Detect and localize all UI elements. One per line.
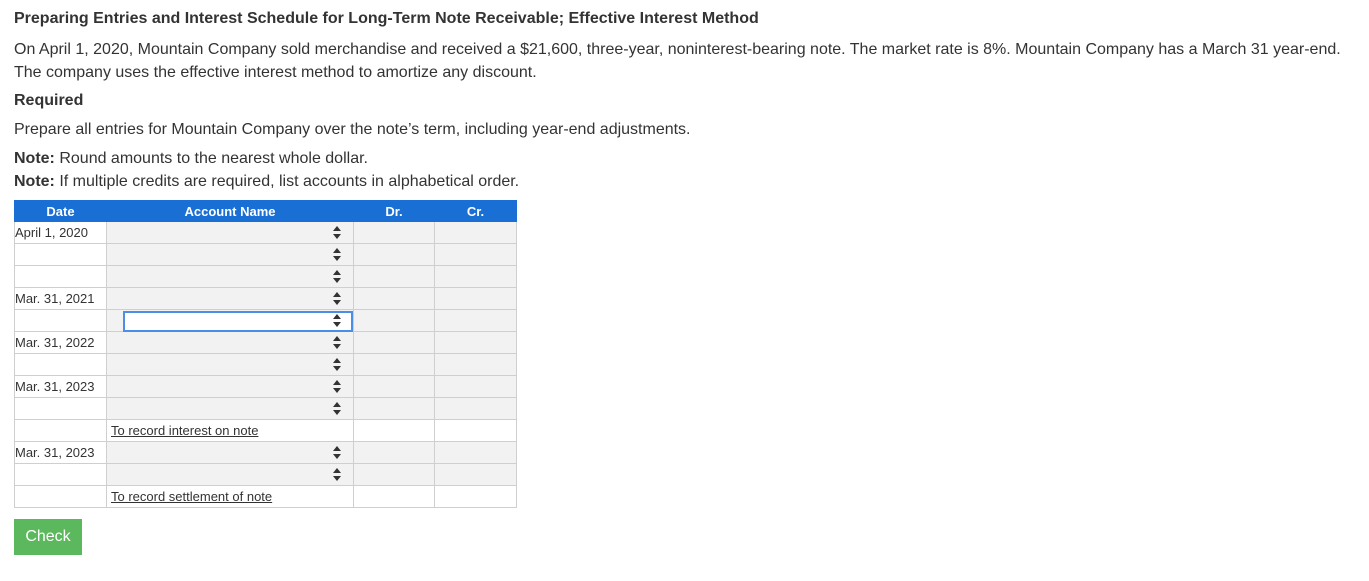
debit-input[interactable]	[354, 288, 435, 310]
credit-input[interactable]	[435, 288, 517, 310]
note-alphabetical-text: If multiple credits are required, list accounts in alphabetical order.	[54, 173, 520, 190]
account-cell[interactable]	[107, 464, 354, 486]
journal-row	[15, 354, 517, 376]
account-cell[interactable]	[107, 354, 354, 376]
select-arrows-icon[interactable]	[333, 292, 341, 305]
journal-row	[15, 464, 517, 486]
journal-row	[15, 244, 517, 266]
credit-input[interactable]	[435, 310, 517, 332]
note-alphabetical	[14, 173, 519, 191]
instruction-text: Prepare all entries for Mountain Company over the note’s term, including year-end adjustments.	[14, 121, 691, 138]
select-arrows-icon[interactable]	[333, 270, 341, 283]
select-arrows-icon[interactable]	[333, 358, 341, 371]
date-cell	[15, 464, 107, 486]
debit-input	[354, 420, 435, 442]
journal-row	[15, 222, 517, 244]
date-cell	[15, 398, 107, 420]
credit-input[interactable]	[435, 222, 517, 244]
date-cell	[15, 354, 107, 376]
date-cell	[15, 266, 107, 288]
select-arrows-icon[interactable]	[333, 380, 341, 393]
journal-row	[15, 442, 517, 464]
account-cell	[107, 420, 354, 442]
header-date: Date	[15, 201, 107, 222]
debit-input[interactable]	[354, 376, 435, 398]
debit-input[interactable]	[354, 464, 435, 486]
account-cell[interactable]	[107, 244, 354, 266]
account-cell[interactable]	[107, 288, 354, 310]
debit-input[interactable]	[354, 332, 435, 354]
header-debit: Dr.	[354, 201, 435, 222]
note-rounding	[14, 150, 368, 168]
journal-entry-table	[14, 200, 517, 508]
credit-input[interactable]	[435, 376, 517, 398]
date-cell	[15, 244, 107, 266]
account-cell[interactable]	[107, 222, 354, 244]
header-credit: Cr.	[435, 201, 517, 222]
table-header-row	[15, 201, 517, 222]
debit-input[interactable]	[354, 266, 435, 288]
journal-body	[15, 222, 517, 508]
debit-input[interactable]	[354, 398, 435, 420]
credit-input[interactable]	[435, 332, 517, 354]
date-cell	[15, 310, 107, 332]
account-cell[interactable]	[107, 332, 354, 354]
credit-input[interactable]	[435, 464, 517, 486]
date-cell: Mar. 31, 2022	[15, 332, 107, 354]
credit-input[interactable]	[435, 354, 517, 376]
journal-row	[15, 398, 517, 420]
entry-memo: To record settlement of note	[111, 489, 273, 504]
debit-input[interactable]	[354, 442, 435, 464]
select-arrows-icon[interactable]	[333, 336, 341, 349]
debit-input[interactable]	[354, 310, 435, 332]
account-cell[interactable]	[107, 442, 354, 464]
problem-description: On April 1, 2020, Mountain Company sold merchandise and received a $21,600, three-year, noninterest-bearing note. The market rate is 8%. Mountain Company has a March 31 year-end. The company uses the effective interest method to amortize any discount.	[14, 41, 1341, 81]
debit-input	[354, 486, 435, 508]
account-cell[interactable]	[107, 398, 354, 420]
journal-row	[15, 332, 517, 354]
debit-input[interactable]	[354, 222, 435, 244]
select-arrows-icon[interactable]	[333, 314, 341, 327]
credit-input	[435, 420, 517, 442]
credit-input[interactable]	[435, 244, 517, 266]
problem-title: Preparing Entries and Interest Schedule for Long-Term Note Receivable; Effective Interest Method	[14, 10, 759, 27]
account-select-focused[interactable]	[123, 311, 353, 332]
journal-row	[15, 486, 517, 508]
credit-input[interactable]	[435, 266, 517, 288]
credit-input[interactable]	[435, 442, 517, 464]
required-heading: Required	[14, 92, 84, 109]
journal-row	[15, 266, 517, 288]
entry-memo: To record interest on note	[111, 423, 259, 438]
note-label: Note:	[14, 173, 55, 190]
account-cell[interactable]	[107, 266, 354, 288]
note-label: Note:	[14, 150, 55, 167]
select-arrows-icon[interactable]	[333, 248, 341, 261]
account-cell[interactable]	[107, 310, 354, 332]
date-cell	[15, 486, 107, 508]
select-arrows-icon[interactable]	[333, 226, 341, 239]
journal-row	[15, 288, 517, 310]
debit-input[interactable]	[354, 354, 435, 376]
date-cell: Mar. 31, 2021	[15, 288, 107, 310]
date-cell: Mar. 31, 2023	[15, 376, 107, 398]
header-account-name: Account Name	[107, 201, 354, 222]
account-cell	[107, 486, 354, 508]
debit-input[interactable]	[354, 244, 435, 266]
note-rounding-text: Round amounts to the nearest whole dollar.	[54, 150, 368, 167]
check-button[interactable]: Check	[14, 519, 82, 555]
journal-row	[15, 310, 517, 332]
journal-row	[15, 420, 517, 442]
account-cell[interactable]	[107, 376, 354, 398]
date-cell	[15, 420, 107, 442]
select-arrows-icon[interactable]	[333, 402, 341, 415]
select-arrows-icon[interactable]	[333, 468, 341, 481]
select-arrows-icon[interactable]	[333, 446, 341, 459]
credit-input[interactable]	[435, 398, 517, 420]
date-cell: Mar. 31, 2023	[15, 442, 107, 464]
credit-input	[435, 486, 517, 508]
date-cell: April 1, 2020	[15, 222, 107, 244]
journal-row	[15, 376, 517, 398]
